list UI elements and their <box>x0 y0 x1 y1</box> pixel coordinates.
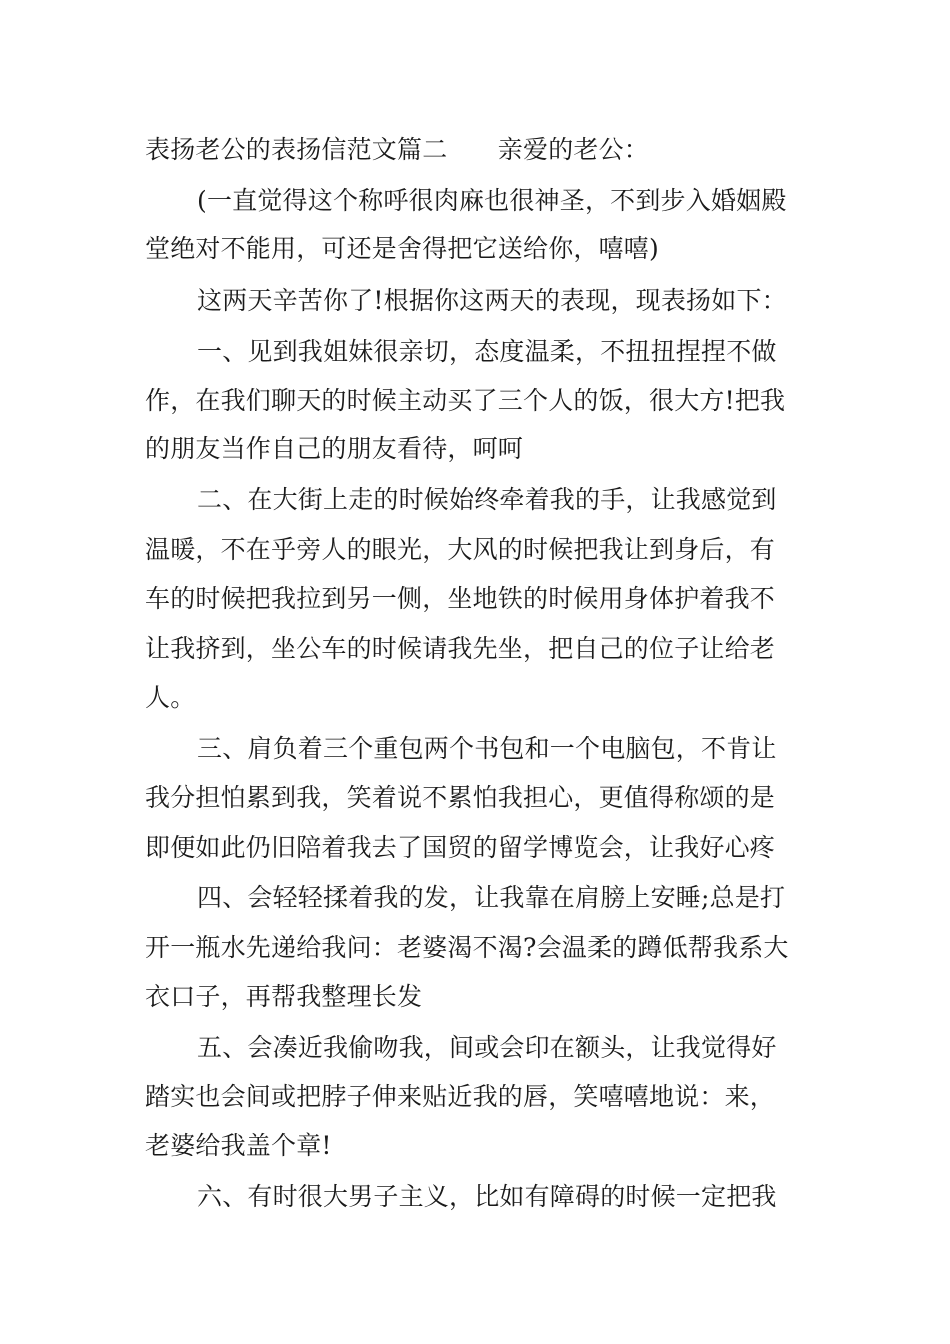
text-line: (一直觉得这个称呼很肉麻也很神圣，不到步入婚姻殿 <box>197 186 787 215</box>
text-line: 一、见到我姐妹很亲切，态度温柔，不扭扭捏捏不做 <box>197 337 777 366</box>
text-line: 堂绝对不能用，可还是舍得把它送给你，嘻嘻) <box>145 234 659 263</box>
text-line: 二、在大街上走的时候始终牵着我的手，让我感觉到 <box>197 485 777 514</box>
text-line: 这两天辛苦你了!根据你这两天的表现，现表扬如下： <box>197 286 787 315</box>
text-line: 老婆给我盖个章! <box>145 1131 332 1160</box>
text-line: 我分担怕累到我，笑着说不累怕我担心，更值得称颂的是 <box>145 783 776 812</box>
text-line: 的朋友当作自己的朋友看待，呵呵 <box>145 434 524 463</box>
text-line: 五、会凑近我偷吻我，间或会印在额头，让我觉得好 <box>197 1033 777 1062</box>
text-line: 即便如此仍旧陪着我去了国贸的留学博览会，让我好心疼 <box>145 833 776 862</box>
text-line: 踏实也会间或把脖子伸来贴近我的唇，笑嘻嘻地说：来， <box>145 1082 776 1111</box>
text-line: 衣口子，再帮我整理长发 <box>145 982 423 1011</box>
text-line: 作，在我们聊天的时候主动买了三个人的饭，很大方!把我 <box>145 386 786 415</box>
text-line: 四、会轻轻揉着我的发，让我靠在肩膀上安睡;总是打 <box>197 883 786 912</box>
title-line: 表扬老公的表扬信范文篇二 亲爱的老公： <box>145 135 650 164</box>
text-line: 让我挤到，坐公车的时候请我先坐，把自己的位子让给老 <box>145 634 776 663</box>
text-line: 三、肩负着三个重包两个书包和一个电脑包，不肯让 <box>197 734 777 763</box>
text-line: 开一瓶水先递给我问：老婆渴不渴?会温柔的蹲低帮我系大 <box>145 933 789 962</box>
text-line: 人。 <box>145 683 196 712</box>
text-line: 温暖，不在乎旁人的眼光，大风的时候把我让到身后，有 <box>145 535 776 564</box>
text-line: 六、有时很大男子主义，比如有障碍的时候一定把我 <box>197 1182 777 1211</box>
text-line: 车的时候把我拉到另一侧，坐地铁的时候用身体护着我不 <box>145 584 776 613</box>
